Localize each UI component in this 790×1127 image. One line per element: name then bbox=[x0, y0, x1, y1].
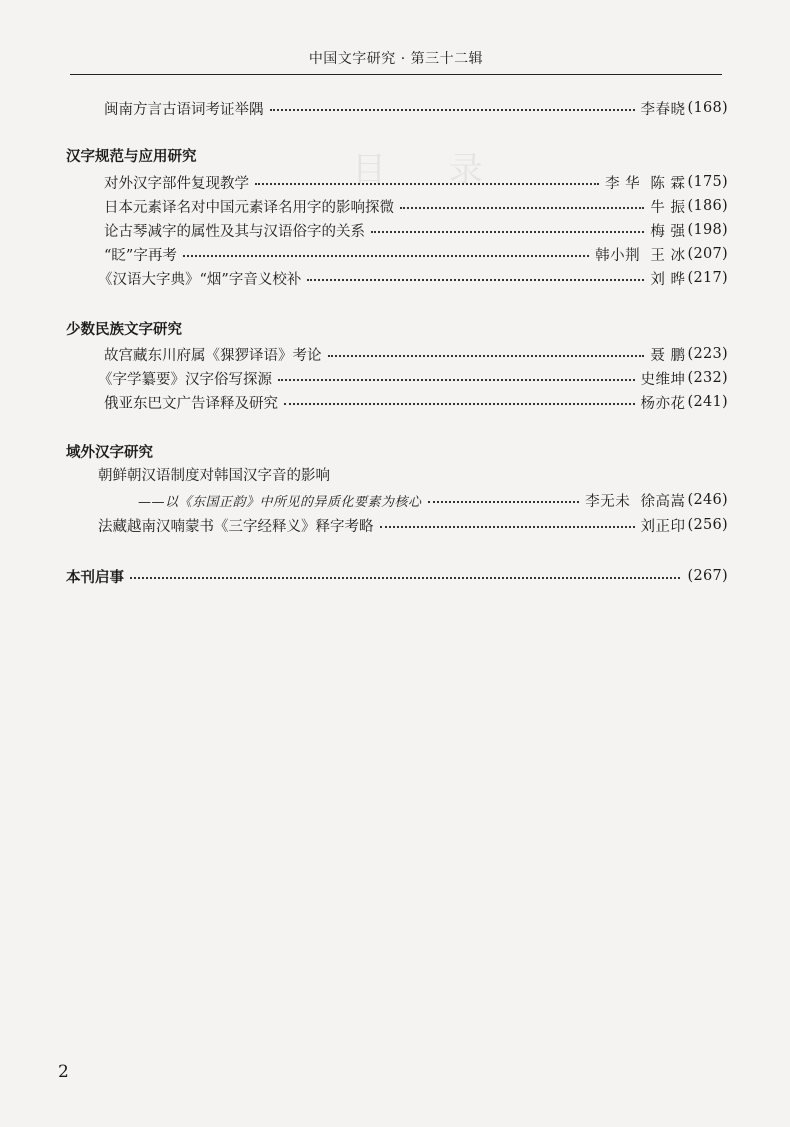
entry-title: 《汉语大字典》“烟”字音义校补 bbox=[98, 271, 302, 288]
entry-title: 论古琴减字的属性及其与汉语俗字的关系 bbox=[104, 223, 365, 240]
show-through-text: 目 录 bbox=[352, 150, 509, 190]
leader-dots bbox=[380, 526, 635, 528]
entry-page: (232) bbox=[687, 370, 728, 386]
toc-entry[interactable] bbox=[104, 390, 728, 414]
entry-subtitle: ——以《东国正韵》中所见的异质化要素为核心 bbox=[138, 494, 422, 510]
leader-dots bbox=[284, 403, 635, 405]
entry-page: (186) bbox=[687, 198, 728, 214]
entry-page: (175) bbox=[687, 174, 728, 190]
entry-page: (246) bbox=[687, 492, 728, 508]
toc-entry[interactable] bbox=[98, 366, 728, 390]
entry-author: 李 华 陈 霖 bbox=[605, 175, 686, 192]
entry-title: 闽南方言古语词考证举隅 bbox=[104, 101, 264, 118]
entry-page: (223) bbox=[687, 346, 728, 362]
entry-author: 李无未 徐高嵩 bbox=[585, 493, 686, 510]
leader-dots bbox=[328, 355, 645, 357]
leader-dots bbox=[255, 183, 599, 185]
toc-entry[interactable] bbox=[104, 218, 728, 242]
entry-page: (256) bbox=[687, 517, 728, 533]
page-number: 2 bbox=[58, 1062, 69, 1082]
toc-entry[interactable] bbox=[98, 513, 728, 537]
toc-entry-title-line[interactable]: 朝鲜朝汉语制度对韩国汉字音的影响 bbox=[98, 468, 330, 484]
toc-entry[interactable] bbox=[98, 266, 728, 290]
entry-page: (198) bbox=[687, 222, 728, 238]
entry-author: 韩小荆 王 冰 bbox=[595, 247, 686, 264]
running-header: 中国文字研究 · 第三十二辑 bbox=[308, 51, 484, 67]
toc-entry[interactable] bbox=[104, 342, 728, 366]
entry-author: 聂 鹏 bbox=[650, 347, 686, 364]
entry-author: 刘 晔 bbox=[650, 271, 686, 288]
entry-page: (168) bbox=[687, 100, 728, 116]
entry-page: (241) bbox=[687, 394, 728, 410]
entry-title: 俄亚东巴文广告译释及研究 bbox=[104, 395, 278, 412]
toc-entry[interactable] bbox=[104, 170, 728, 194]
leader-dots bbox=[371, 231, 644, 233]
section-heading: 域外汉字研究 bbox=[66, 445, 153, 461]
entry-author: 牛 振 bbox=[650, 199, 686, 216]
entry-author: 李春晓 bbox=[640, 101, 686, 118]
entry-title: 日本元素译名对中国元素译名用字的影响探微 bbox=[104, 199, 394, 216]
section-heading: 汉字规范与应用研究 bbox=[66, 149, 197, 165]
entry-author: 史维坤 bbox=[640, 371, 686, 388]
section-heading: 少数民族文字研究 bbox=[66, 322, 182, 338]
toc-entry[interactable] bbox=[104, 242, 728, 266]
entry-title: 本刊启事 bbox=[66, 569, 124, 586]
entry-author: 杨亦花 bbox=[640, 395, 686, 412]
leader-dots bbox=[307, 279, 644, 281]
entry-title: 对外汉字部件复现教学 bbox=[104, 175, 249, 192]
toc-entry[interactable] bbox=[104, 194, 728, 218]
leader-dots bbox=[428, 501, 580, 503]
entry-page: (207) bbox=[687, 246, 728, 262]
leader-dots bbox=[130, 577, 680, 579]
leader-dots bbox=[400, 207, 644, 209]
leader-dots bbox=[270, 109, 635, 111]
toc-entry-notice[interactable] bbox=[66, 564, 728, 588]
entry-author: 梅 强 bbox=[650, 223, 686, 240]
leader-dots bbox=[183, 255, 589, 257]
entry-title: 《字学纂要》汉字俗写探源 bbox=[98, 371, 272, 388]
entry-page: (267) bbox=[687, 568, 728, 584]
leader-dots bbox=[278, 379, 635, 381]
toc-entry[interactable] bbox=[104, 96, 728, 120]
entry-title: 法藏越南汉喃蒙书《三字经释义》释字考略 bbox=[98, 518, 374, 535]
entry-title: “眨”字再考 bbox=[104, 247, 177, 264]
entry-author: 刘正印 bbox=[640, 518, 686, 535]
entry-page: (217) bbox=[687, 270, 728, 286]
toc-entry[interactable] bbox=[138, 488, 728, 512]
entry-title: 故宫藏东川府属《猓猡译语》考论 bbox=[104, 347, 322, 364]
